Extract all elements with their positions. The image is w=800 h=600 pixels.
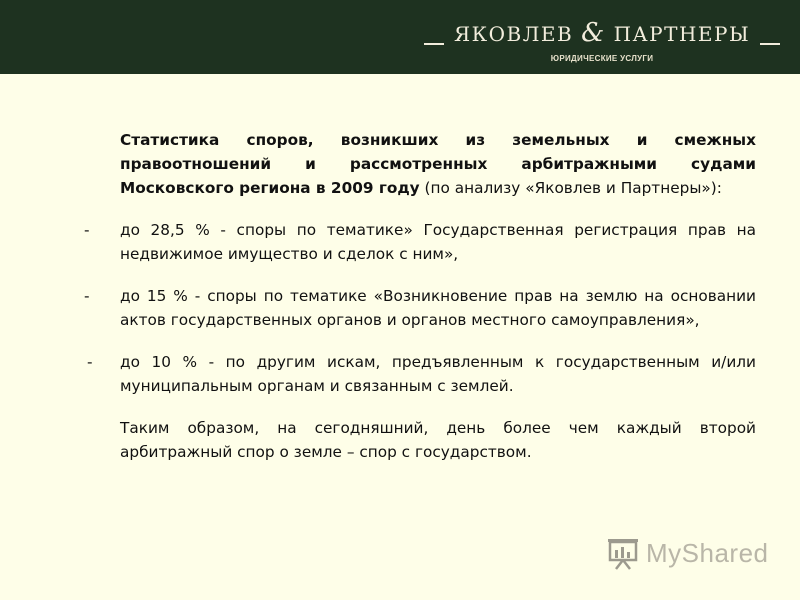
list-item-text: до 10 % - по другим искам, предъявленным к государственным и/или муниципальным органам и связанным с землей. xyxy=(120,353,756,395)
brand-rule-left xyxy=(424,43,444,45)
brand-subtitle: ЮРИДИЧЕСКИЕ УСЛУГИ xyxy=(550,54,654,63)
brand-part1: ЯКОВЛЕВ xyxy=(453,22,574,46)
watermark-logo xyxy=(606,536,769,570)
list-item xyxy=(84,284,756,332)
intro-source: (по анализу «Яковлев и Партнеры»): xyxy=(419,179,722,197)
intro-heading: Статистика споров, возникших из земельных и смежных правоотношений и рассмотренных арбитражными судами Московского региона в 2009 году xyxy=(120,131,756,197)
list-dash: - xyxy=(87,353,93,371)
presentation-board-icon xyxy=(606,536,640,570)
intro-paragraph xyxy=(84,128,756,200)
list-item xyxy=(84,218,756,266)
header-bar xyxy=(0,0,800,74)
watermark-text: MyShared xyxy=(646,537,769,568)
brand-part2: ПАРТНЕРЫ xyxy=(613,22,751,46)
slide-body xyxy=(84,128,756,482)
list-dash: - xyxy=(84,287,90,305)
list-item xyxy=(84,350,756,398)
list-item-text: до 28,5 % - споры по тематике» Государственная регистрация прав на недвижимое имущество и сделок с ним», xyxy=(120,221,756,263)
list-item-text: до 15 % - споры по тематике «Возникновение прав на землю на основании актов государственных органов и органов местного самоуправления», xyxy=(120,287,756,329)
brand-logo xyxy=(422,18,782,63)
list-dash: - xyxy=(84,221,90,239)
brand-rule-right xyxy=(760,43,780,45)
conclusion-paragraph: Таким образом, на сегодняшний, день более чем каждый второй арбитражный спор о земле – спор с государством. xyxy=(120,419,756,461)
brand-ampersand: & xyxy=(581,18,606,48)
brand-name xyxy=(422,18,782,48)
